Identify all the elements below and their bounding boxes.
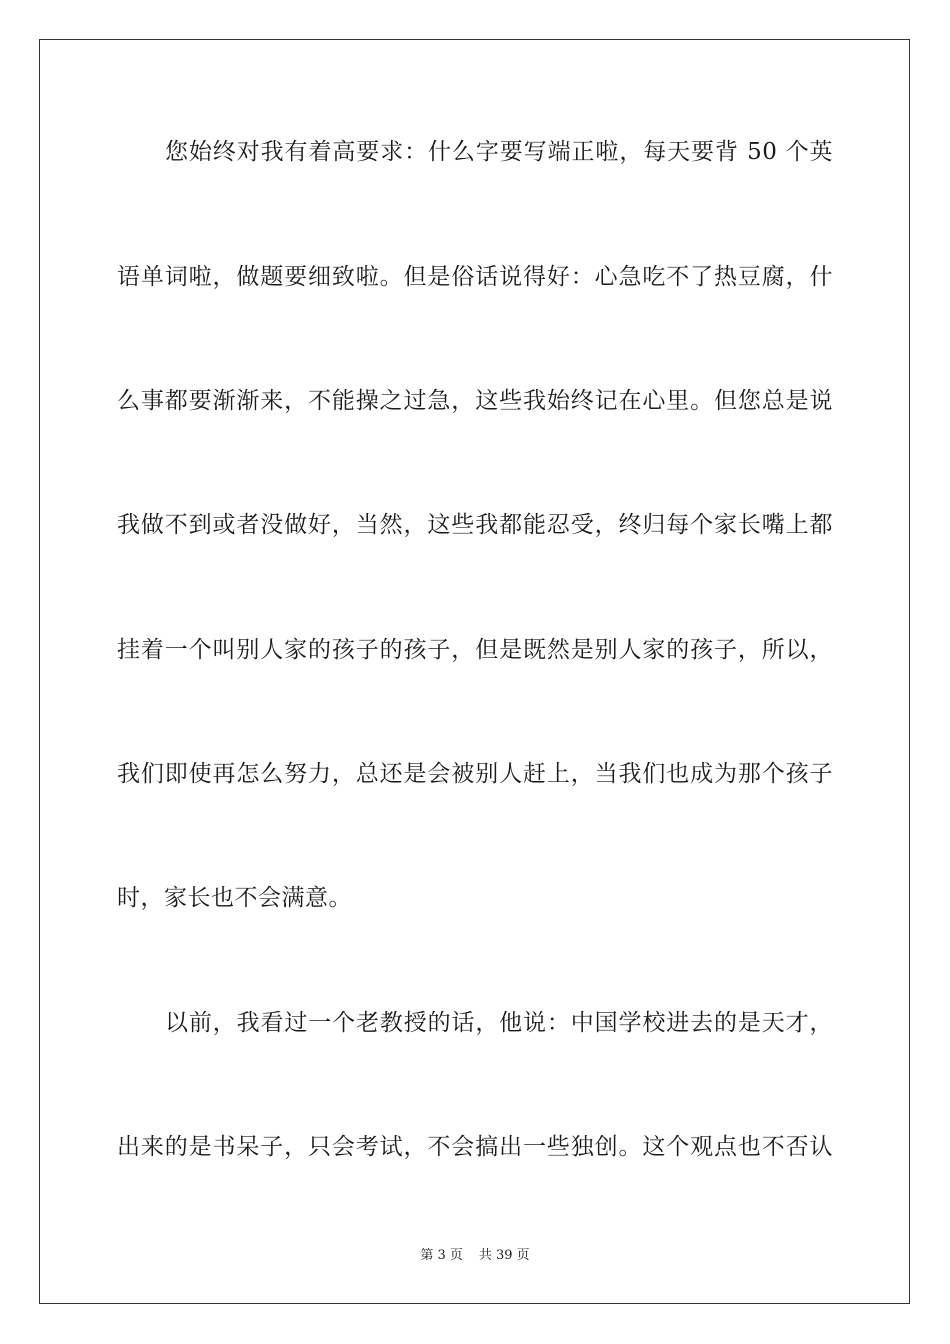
- paragraph-2-line-1: 以前，我看过一个老教授的话，他说：中国学校进去的是天才，: [165, 1010, 833, 1036]
- page-footer: [0, 1247, 950, 1265]
- paragraph-1-line-3: 么事都要渐渐来，不能操之过急，这些我始终记在心里。但您总是说: [117, 388, 833, 414]
- paragraph-1-line-1: 您始终对我有着高要求：什么字要写端正啦，每天要背 50 个英: [165, 139, 833, 165]
- paragraph-1-line-2: 语单词啦，做题要细致啦。但是俗话说得好：心急吃不了热豆腐，什: [117, 264, 833, 290]
- page-total: 共 39 页: [478, 1248, 530, 1263]
- paragraph-1-line-6: 我们即使再怎么努力，总还是会被别人赶上，当我们也成为那个孩子: [117, 761, 833, 787]
- page-frame: [39, 39, 910, 1304]
- paragraph-1-line-5: 挂着一个叫别人家的孩子的孩子，但是既然是别人家的孩子，所以，: [117, 637, 833, 663]
- paragraph-1-line-7: 时，家长也不会满意。: [117, 885, 352, 911]
- paragraph-1-line-4: 我做不到或者没做好，当然，这些我都能忍受，终归每个家长嘴上都: [117, 512, 833, 538]
- page-number: 第 3 页: [420, 1248, 463, 1263]
- paragraph-2-line-2: 出来的是书呆子，只会考试，不会搞出一些独创。这个观点也不否认: [117, 1134, 833, 1160]
